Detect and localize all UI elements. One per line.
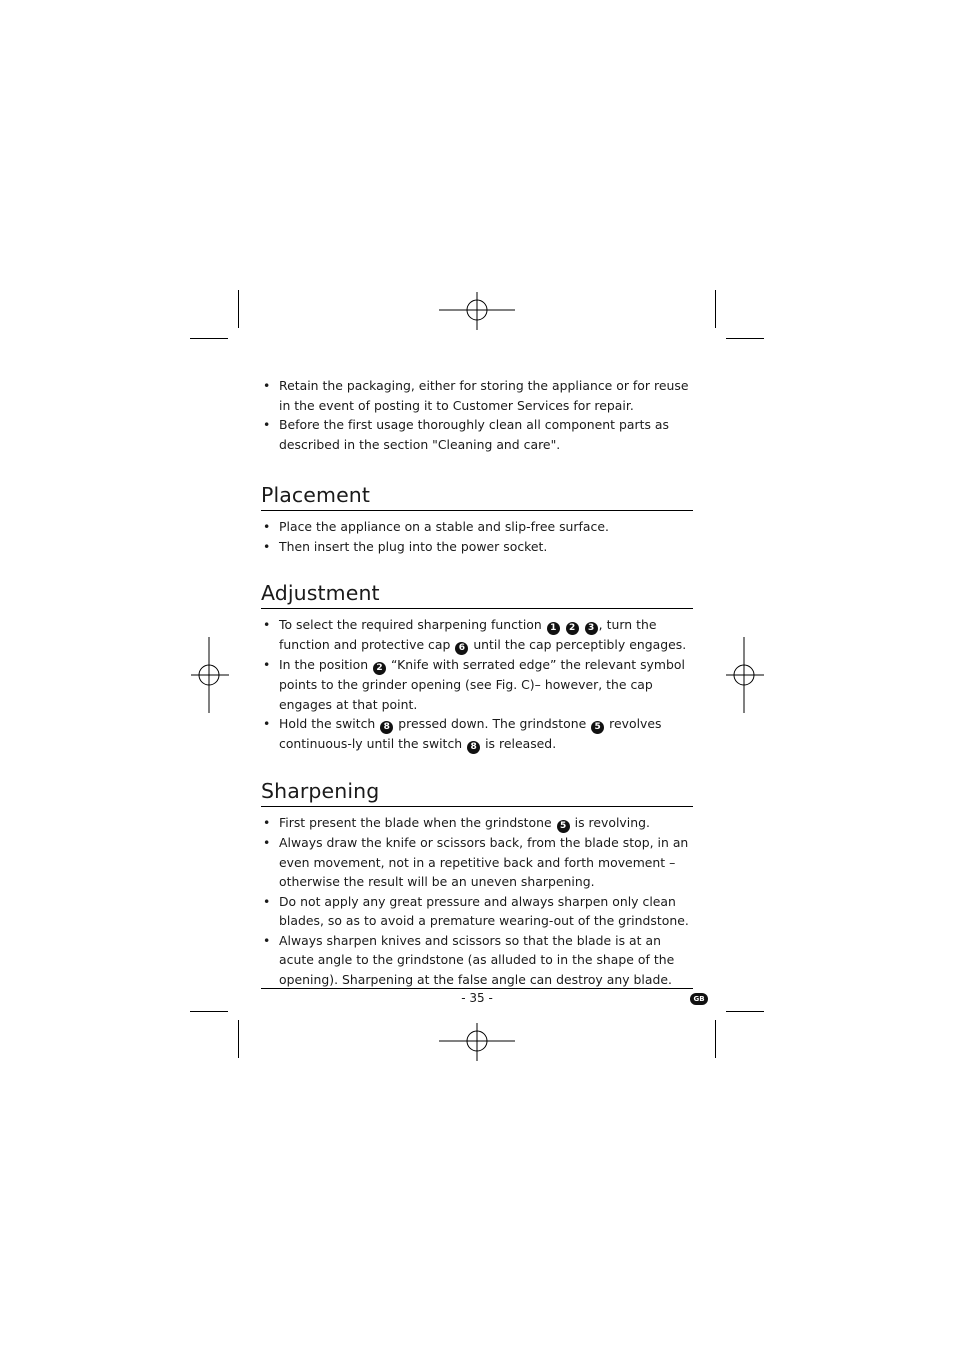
part-number-badge: 3 (585, 622, 598, 635)
part-number-badge: 1 (547, 622, 560, 635)
item-text: “Knife with serrated edge” the relevant symbol points to the grinder opening (see Fig. C)– however, the cap engages at that point. (279, 657, 685, 712)
section-title-sharpening: Sharpening (261, 778, 693, 807)
crop-mark (715, 290, 716, 328)
part-number-badge: 2 (566, 622, 579, 635)
registration-mark-icon (706, 637, 782, 713)
language-badge: GB (690, 993, 708, 1005)
item-text: First present the blade when the grindstone (279, 815, 552, 830)
crop-mark (238, 290, 239, 328)
section-title-placement: Placement (261, 482, 693, 511)
sharpening-list (261, 813, 693, 989)
crop-mark (726, 338, 764, 339)
registration-mark-icon (171, 637, 247, 713)
intro-list (261, 376, 693, 454)
list-item: • Always sharpen knives and scissors so that the blade is at an acute angle to the grindstone (as alluded to in the shape of the opening). Sharpening at the false angle can destroy any blade. (261, 931, 693, 990)
list-item: • Before the first usage thoroughly clean all component parts as described in the section "Cleaning and care". (261, 415, 693, 454)
section-title-adjustment: Adjustment (261, 580, 693, 609)
part-number-badge: 8 (467, 741, 480, 754)
item-text: , turn the function and protective cap (279, 617, 657, 652)
item-text: until the cap perceptibly engages. (473, 637, 687, 652)
item-text: Hold the switch (279, 716, 376, 731)
part-number-badge: 6 (455, 642, 468, 655)
part-number-badge: 5 (591, 721, 604, 734)
item-text: revolves continuous-ly until the switch (279, 716, 662, 751)
list-item: • Always draw the knife or scissors back, from the blade stop, in an even movement, not in a repetitive back and forth movement – otherwise the result will be an uneven sharpening. (261, 833, 693, 892)
list-item (261, 714, 693, 754)
footer-divider (261, 988, 693, 989)
list-item: • Retain the packaging, either for storing the appliance or for reuse in the event of posting it to Customer Services for repair. (261, 376, 693, 415)
part-number-badge: 5 (557, 820, 570, 833)
list-item (261, 655, 693, 714)
crop-mark (238, 1020, 239, 1058)
registration-mark-icon (439, 1003, 515, 1079)
registration-mark-icon (439, 272, 515, 348)
crop-mark (190, 1011, 228, 1012)
item-text: is revolving. (574, 815, 650, 830)
crop-mark (190, 338, 228, 339)
page-content (261, 376, 693, 989)
crop-mark (715, 1020, 716, 1058)
placement-list (261, 517, 693, 556)
page-number: - 35 - (461, 991, 493, 1005)
list-item (261, 615, 693, 655)
list-item: • Do not apply any great pressure and always sharpen only clean blades, so as to avoid a premature wearing-out of the grindstone. (261, 892, 693, 931)
part-number-badge: 8 (380, 721, 393, 734)
item-text: To select the required sharpening function (279, 617, 542, 632)
item-text: In the position (279, 657, 369, 672)
item-text: is released. (485, 736, 557, 751)
part-number-badge: 2 (373, 662, 386, 675)
adjustment-list (261, 615, 693, 754)
list-item: • Place the appliance on a stable and slip-free surface. (261, 517, 693, 537)
list-item: • Then insert the plug into the power socket. (261, 537, 693, 557)
crop-mark (726, 1011, 764, 1012)
list-item (261, 813, 693, 833)
item-text: pressed down. The grindstone (398, 716, 587, 731)
